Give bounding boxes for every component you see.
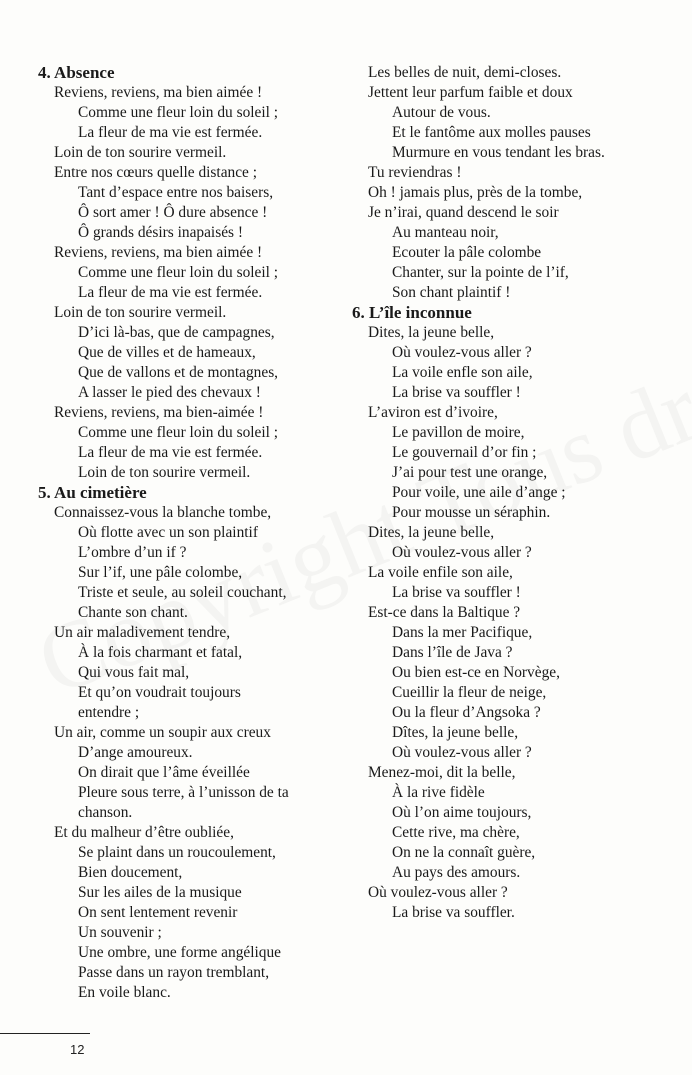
poem-line: Comme une fleur loin du soleil ; [78,424,279,441]
poem-line: Dites, la jeune belle, [368,324,495,341]
poem-line: Est-ce dans la Baltique ? [368,604,521,621]
poem-line: J’ai pour test une orange, [392,464,548,481]
poem-line: Reviens, reviens, ma bien aimée ! [54,84,263,101]
poem-line: Dans la mer Pacifique, [392,624,533,641]
poem-line: Pleure sous terre, à l’unisson de ta [78,784,289,801]
poem-line: Sur les ailes de la musique [78,884,242,901]
poem-line: Dites, la jeune belle, [368,524,495,541]
poem-line: La voile enfle son aile, [392,364,533,381]
poem-line: Et du malheur d’être oubliée, [54,824,234,841]
poem-line: Que de villes et de hameaux, [78,344,256,361]
poem-line: Ou bien est-ce en Norvège, [392,664,560,681]
poem-line: À la rive fidèle [392,784,485,801]
poem-line: Ô sort amer ! Ô dure absence ! [78,204,268,221]
poem-line: Un air, comme un soupir aux creux [54,724,271,741]
poem-line: Dîtes, la jeune belle, [392,724,519,741]
poem-line: Reviens, reviens, ma bien-aimée ! [54,404,264,421]
footer-rule [0,1033,90,1034]
poem-line: Loin de ton sourire vermeil. [54,144,227,161]
poem-line: Où l’on aime toujours, [392,804,532,821]
poem-line: D’ici là-bas, que de campagnes, [78,324,275,341]
poem-line: Qui vous fait mal, [78,664,190,681]
poem-line: Ecouter la pâle colombe [392,244,542,261]
poem-line: Tant d’espace entre nos baisers, [78,184,274,201]
poem-line: Et le fantôme aux molles pauses [392,124,591,141]
poem-line: Ô grands désirs inapaisés ! [78,224,243,241]
poem-line: Reviens, reviens, ma bien aimée ! [54,244,263,261]
page-number: 12 [70,1042,85,1057]
poem-line: Je n’irai, quand descend le soir [368,204,559,221]
poem-line: Un souvenir ; [78,924,162,941]
poem-line: Une ombre, une forme angélique [78,944,281,961]
poem-line: Pour mousse un séraphin. [392,504,551,521]
poem-line: Entre nos cœurs quelle distance ; [54,164,258,181]
left-column [38,63,348,1003]
poem-line: Que de vallons et de montagnes, [78,364,279,381]
poem-line: Murmure en vous tendant les bras. [392,144,605,161]
poem-line: Passe dans un rayon tremblant, [78,964,270,981]
poem-line: Son chant plaintif ! [392,284,511,301]
poem-line: Oh ! jamais plus, près de la tombe, [368,184,583,201]
section-heading: 6. L’île inconnue [352,303,472,322]
poem-line: entendre ; [78,704,140,721]
poem-line: On dirait que l’âme éveillée [78,764,250,781]
poem-line: Le gouvernail d’or fin ; [392,444,537,461]
poem-line: Chanter, sur la pointe de l’if, [392,264,569,281]
poem-line: La fleur de ma vie est fermée. [78,444,263,461]
poem-line: Tu reviendras ! [368,164,462,181]
poem-line: Où flotte avec un son plaintif [78,524,258,541]
section-heading: 5. Au cimetière [38,483,147,502]
poem-line: La brise va souffler ! [392,584,521,601]
poem-line: Où voulez-vous aller ? [368,884,508,901]
poem-line: Ou la fleur d’Angsoka ? [392,704,541,721]
poem-line: On sent lentement revenir [78,904,238,921]
poem-line: Au pays des amours. [392,864,521,881]
right-column [352,63,682,923]
poem-line: Triste et seule, au soleil couchant, [78,584,287,601]
poem-line: Cueillir la fleur de neige, [392,684,547,701]
poem-line: Autour de vous. [392,104,491,121]
section-heading: 4. Absence [38,63,115,82]
poem-line: À la fois charmant et fatal, [78,644,243,661]
poem-line: Le pavillon de moire, [392,424,525,441]
poem-line: En voile blanc. [78,984,171,1001]
poem-line: Comme une fleur loin du soleil ; [78,264,279,281]
poem-line: Où voulez-vous aller ? [392,544,532,561]
poem-line: chanson. [78,804,133,821]
poem-line: La fleur de ma vie est fermée. [78,124,263,141]
poem-line: Bien doucement, [78,864,183,881]
poem-line: La brise va souffler. [392,904,515,921]
poem-line: L’ombre d’un if ? [78,544,187,561]
poem-line: Et qu’on voudrait toujours [78,684,241,701]
poem-line: Loin de ton sourire vermeil. [54,304,227,321]
poem-line: Se plaint dans un roucoulement, [78,844,276,861]
poem-line: A lasser le pied des chevaux ! [78,384,261,401]
poem-line: Les belles de nuit, demi-closes. [368,64,562,81]
poem-line: Menez-moi, dit la belle, [368,764,516,781]
poem-line: Chante son chant. [78,604,188,621]
poem-line: Sur l’if, une pâle colombe, [78,564,243,581]
poem-line: Jettent leur parfum faible et doux [368,84,573,101]
poem-line: Connaissez-vous la blanche tombe, [54,504,272,521]
poem-line: Loin de ton sourire vermeil. [78,464,251,481]
poem-line: On ne la connaît guère, [392,844,536,861]
poem-line: Dans l’île de Java ? [392,644,513,661]
poem-line: Comme une fleur loin du soleil ; [78,104,279,121]
poem-line: Un air maladivement tendre, [54,624,231,641]
poem-line: La voile enfile son aile, [368,564,513,581]
poem-line: L’aviron est d’ivoire, [368,404,498,421]
poem-line: La brise va souffler ! [392,384,521,401]
poem-line: Où voulez-vous aller ? [392,344,532,361]
poem-line: Où voulez-vous aller ? [392,744,532,761]
poem-line: La fleur de ma vie est fermée. [78,284,263,301]
poem-line: Au manteau noir, [392,224,499,241]
poem-line: D’ange amoureux. [78,744,193,761]
poem-line: Pour voile, une aile d’ange ; [392,484,566,501]
poem-line: Cette rive, ma chère, [392,824,520,841]
